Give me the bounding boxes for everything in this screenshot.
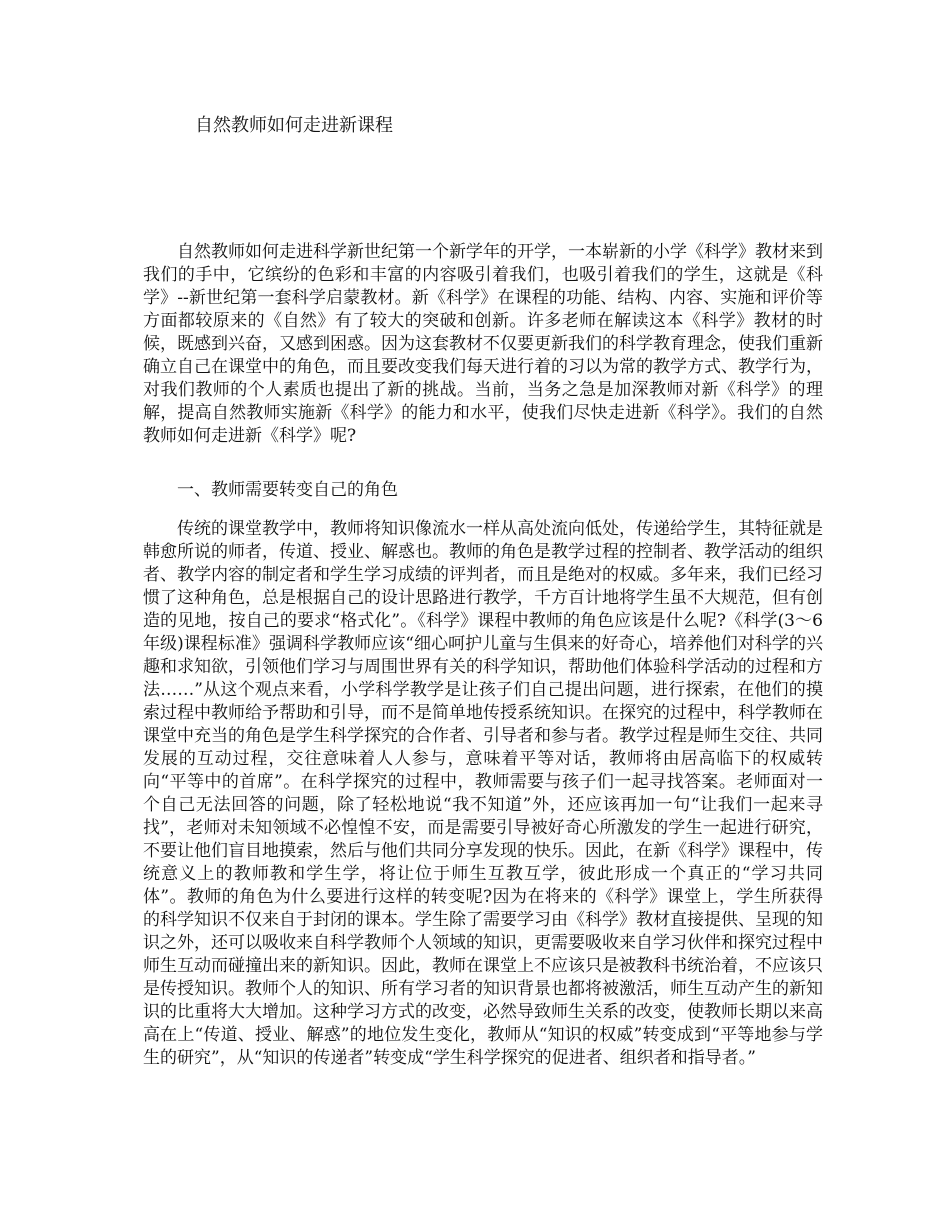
section-1-paragraph: 传统的课堂教学中，教师将知识像流水一样从高处流向低处，传递给学生，其特征就是韩愈所说的师者，传道、授业、解惑也。教师的角色是教学过程的控制者、教学活动的组织者、教学内容的制定者和学生学习成绩的评判者，而且是绝对的权威。多年来，我们已经习惯了这种角色，总是根据自己的设计思路进行教学，千方百计地将学生虽不大规范，但有创造的见地，按自己的要求“格式化”。《科学》课程中教师的角色应该是什么呢?《科学(3～6年级)课程标准》强调科学教师应该“细心呵护儿童与生俱来的好奇心，培养他们对科学的兴趣和求知欲，引领他们学习与周围世界有关的科学知识，帮助他们体验科学活动的过程和方法……”从这个观点来看，小学科学教学是让孩子们自己提出问题，进行探索，在他们的摸索过程中教师给予帮助和引导，而不是简单地传授系统知识。在探究的过程中，科学教师在课堂中充当的角色是学生科学探究的合作者、引导者和参与者。教学过程是师生交往、共同发展的互动过程，交往意味着人人参与，意味着平等对话，教师将由居高临下的权威转向“平等中的首席”。在科学探究的过程中，教师需要与孩子们一起寻找答案。老师面对一个自己无法回答的问题，除了轻松地说“我不知道”外，还应该再加一句“让我们一起来寻找”，老师对未知领域不必惶惶不安，而是需要引导被好奇心所激发的学生一起进行研究，不要让他们盲目地摸索，然后与他们共同分享发现的快乐。因此，在新《科学》课程中，传统意义上的教师教和学生学，将让位于师生互教互学，彼此形成一个真正的“学习共同体”。教师的角色为什么要进行这样的转变呢?因为在将来的《科学》课堂上，学生所获得的科学知识不仅来自于封闭的课本。学生除了需要学习由《科学》教材直接提供、呈现的知识之外，还可以吸收来自科学教师个人领域的知识，更需要吸收来自学习伙伴和探究过程中师生互动而碰撞出来的新知识。因此，教师在课堂上不应该只是被教科书统治着，不应该只是传授知识。教师个人的知识、所有学习者的知识背景也都将被激活，师生互动产生的新知识的比重将大大增加。这种学习方式的改变，必然导致师生关系的改变，使教师长期以来高高在上“传道、授业、解惑”的地位发生变化，教师从“知识的权威”转变成到“平等地参与学生的研究”，从“知识的传递者”转变成“学生科学探究的促进者、组织者和指导者。” (143, 519, 823, 1068)
intro-paragraph: 自然教师如何走进科学新世纪第一个新学年的开学，一本崭新的小学《科学》教材来到我们的手中，它缤纷的色彩和丰富的内容吸引着我们，也吸引着我们的学生，这就是《科学》--新世纪第一套科学启蒙教材。新《科学》在课程的功能、结构、内容、实施和评价等方面都较原来的《自然》有了较大的突破和创新。许多老师在解读这本《科学》教材的时候，既感到兴奋，又感到困惑。因为这套教材不仅要更新我们的科学教育理念，使我们重新确立自己在课堂中的角色，而且要改变我们每天进行着的习以为常的教学方式、教学行为，对我们教师的个人素质也提出了新的挑战。当前，当务之急是加深教师对新《科学》的理解，提高自然教师实施新《科学》的能力和水平，使我们尽快走进新《科学》。我们的自然教师如何走进新《科学》呢? (143, 242, 823, 446)
section-heading-1: 一、教师需要转变自己的角色 (177, 480, 398, 500)
document-title: 自然教师如何走进新课程 (195, 115, 393, 136)
